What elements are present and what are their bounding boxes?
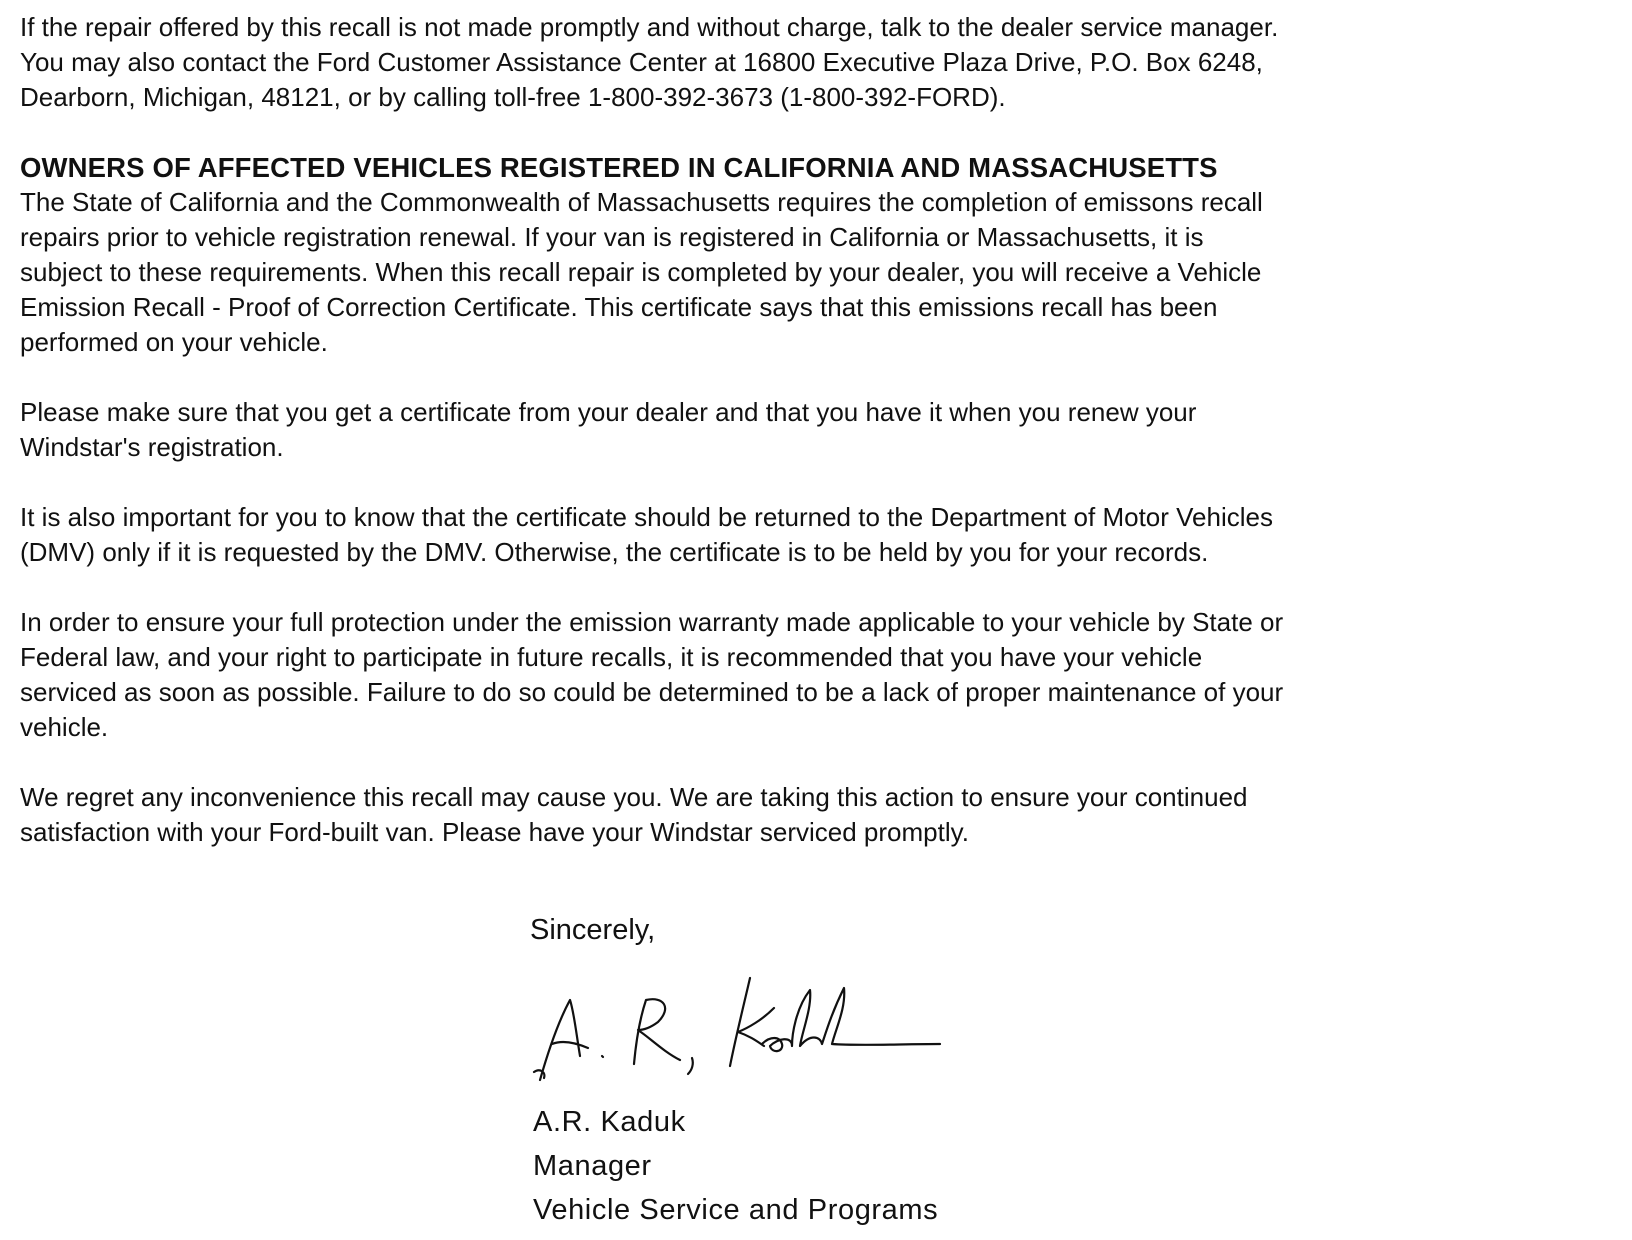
text-line: Please make sure that you get a certificate from your dealer and that you have it when you renew your xyxy=(20,397,1197,427)
text-line: You may also contact the Ford Customer Assistance Center at 16800 Executive Plaza Drive, P.O. Box 6248, xyxy=(20,47,1263,77)
text-line: The State of California and the Commonwealth of Massachusetts requires the completion of emissons recall xyxy=(20,187,1263,217)
text-line: Federal law, and your right to participate in future recalls, it is recommended that you have your vehicle xyxy=(20,642,1203,672)
text-line: serviced as soon as possible. Failure to do so could be determined to be a lack of proper maintenance of your xyxy=(20,677,1284,707)
warranty-paragraph xyxy=(20,605,1620,745)
signature-block xyxy=(533,1100,938,1232)
text-line: In order to ensure your full protection under the emission warranty made applicable to your vehicle by State or xyxy=(20,607,1284,637)
paragraph-spacer xyxy=(20,115,1620,150)
signatory-name: A.R. Kaduk xyxy=(533,1106,686,1138)
text-line: vehicle. xyxy=(20,712,109,742)
paragraph-spacer xyxy=(20,570,1620,605)
dmv-paragraph xyxy=(20,500,1620,570)
paragraph-spacer xyxy=(20,745,1620,780)
california-massachusetts-paragraph xyxy=(20,185,1620,360)
text-line: repairs prior to vehicle registration renewal. If your van is registered in California or Massachusetts, it is xyxy=(20,222,1204,252)
paragraph-spacer xyxy=(20,465,1620,500)
section-heading: OWNERS OF AFFECTED VEHICLES REGISTERED IN CALIFORNIA AND MASSACHUSETTS xyxy=(20,152,1218,183)
text-line: subject to these requirements. When this recall repair is completed by your dealer, you will receive a Vehicle xyxy=(20,257,1262,287)
certificate-paragraph xyxy=(20,395,1620,465)
text-line: If the repair offered by this recall is not made promptly and without charge, talk to the dealer service manager. xyxy=(20,12,1279,42)
text-line: (DMV) only if it is requested by the DMV. Otherwise, the certificate is to be held by you for your records. xyxy=(20,537,1209,567)
intro-paragraph xyxy=(20,10,1620,115)
text-line: Emission Recall - Proof of Correction Certificate. This certificate says that this emissions recall has been xyxy=(20,292,1218,322)
text-line: performed on your vehicle. xyxy=(20,327,328,357)
handwritten-signature xyxy=(530,972,970,1092)
paragraph-spacer xyxy=(20,360,1620,395)
letter-body xyxy=(20,10,1620,850)
text-line: Windstar's registration. xyxy=(20,432,284,462)
text-line: It is also important for you to know that the certificate should be returned to the Department of Motor Vehicles xyxy=(20,502,1273,532)
text-line: Dearborn, Michigan, 48121, or by calling toll-free 1-800-392-3673 (1-800-392-FORD). xyxy=(20,82,1006,112)
text-line: satisfaction with your Ford-built van. Please have your Windstar serviced promptly. xyxy=(20,817,969,847)
closing-salutation: Sincerely, xyxy=(530,914,656,946)
signature-icon xyxy=(530,972,970,1092)
signatory-department: Vehicle Service and Programs xyxy=(533,1194,939,1226)
signatory-title: Manager xyxy=(533,1150,652,1182)
regret-paragraph xyxy=(20,780,1620,850)
text-line: We regret any inconvenience this recall may cause you. We are taking this action to ensure your continued xyxy=(20,782,1248,812)
